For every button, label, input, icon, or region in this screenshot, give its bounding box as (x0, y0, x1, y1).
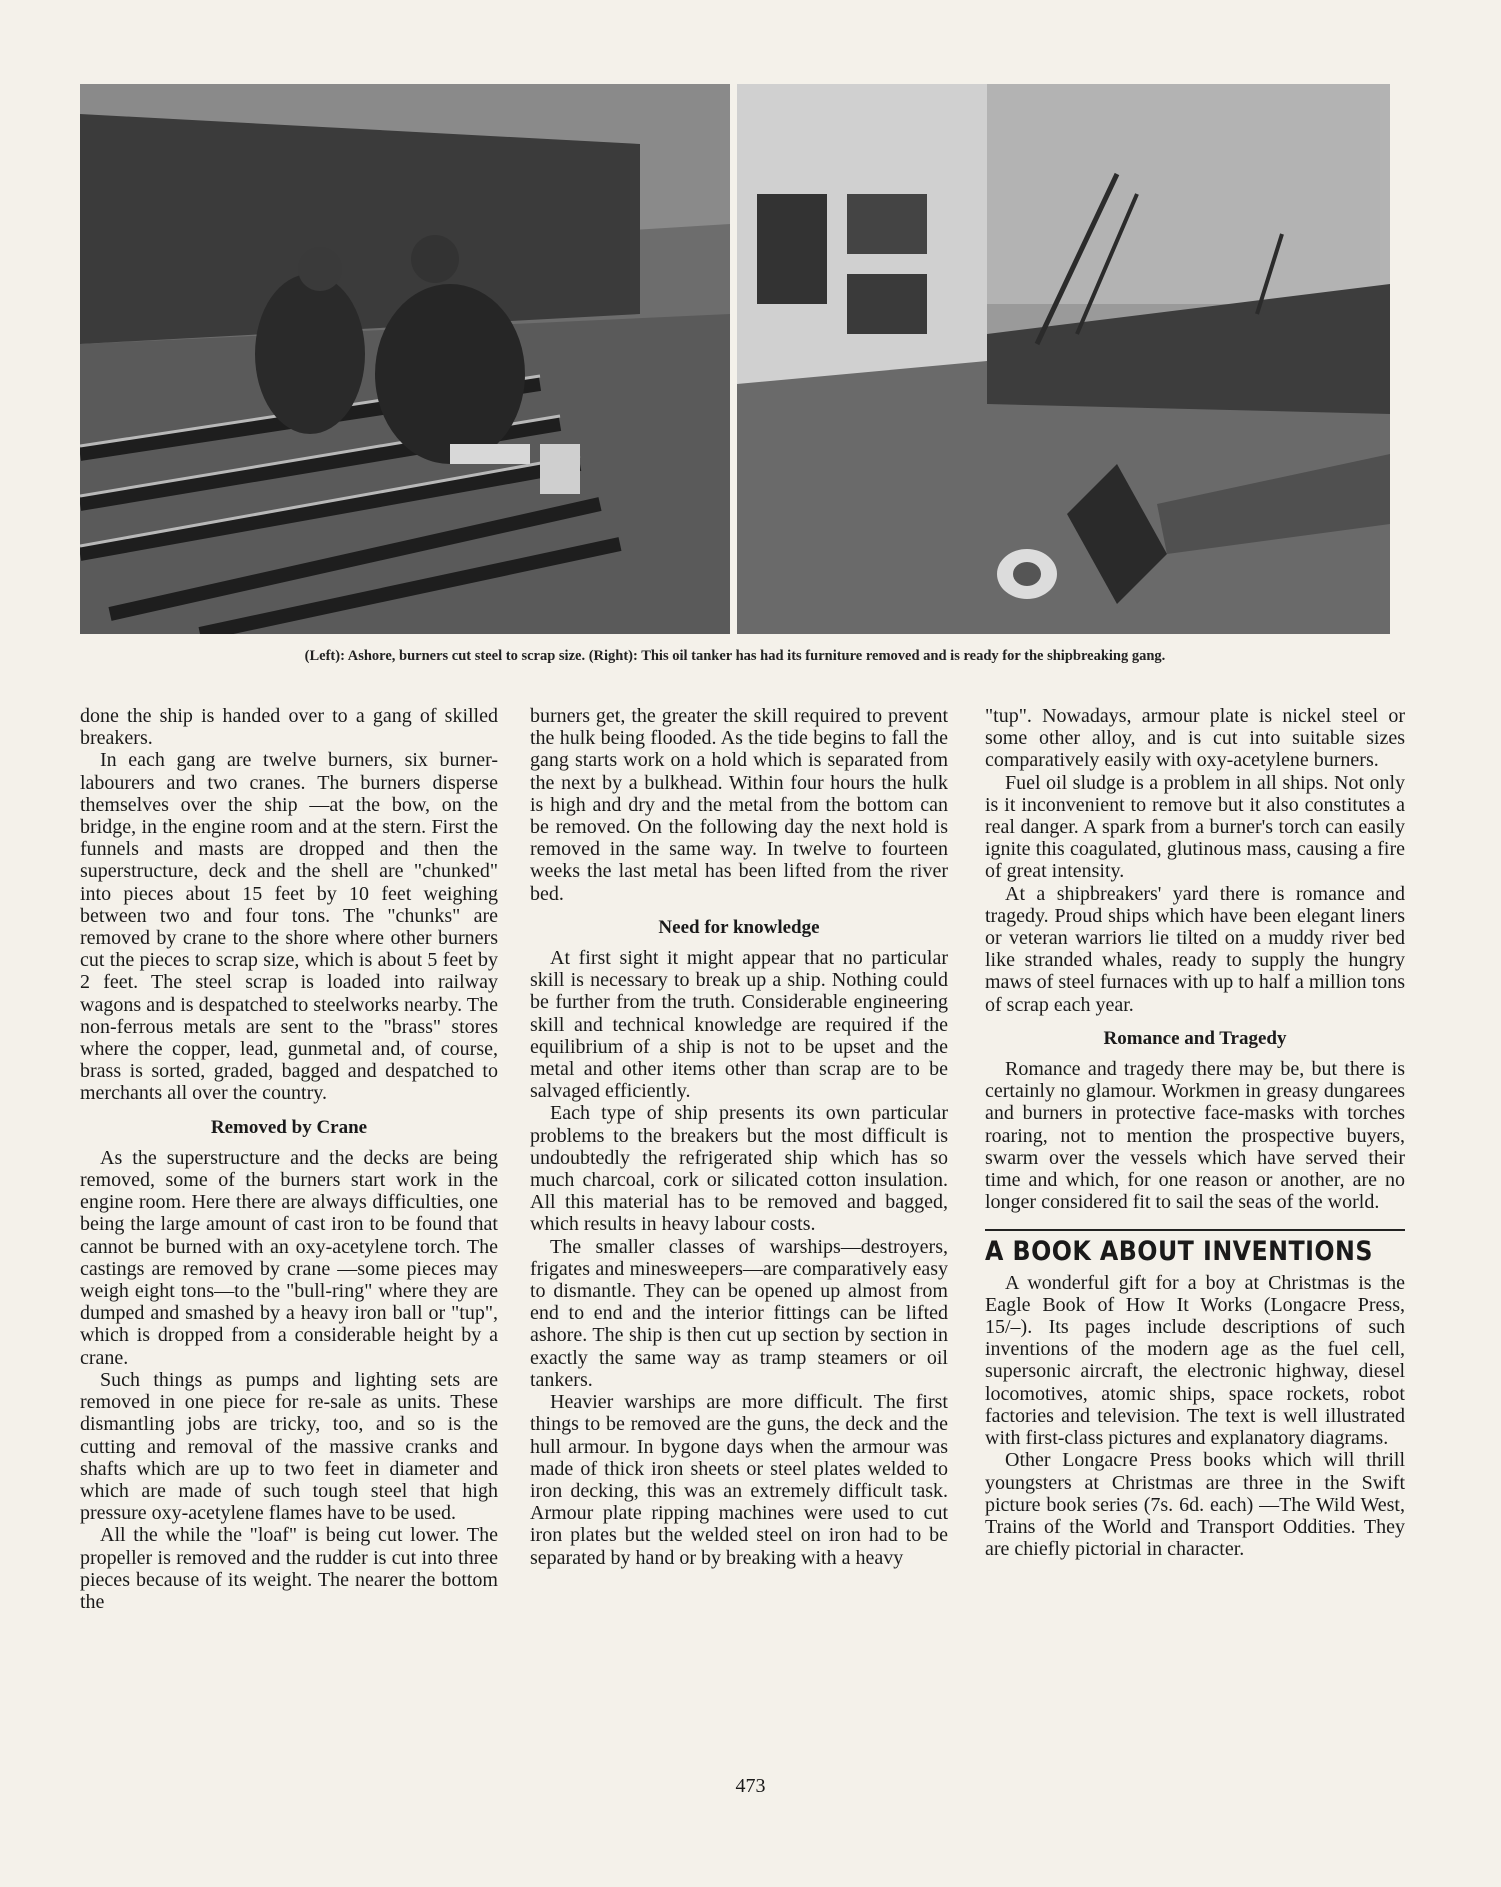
paragraph: At first sight it might appear that no particular skill is necessary to break up a ship. Nothing could be further from the truth. Considerable engineering skill and technical knowledge are required if the equilibrium of a ship is not to be upset and the metal and other items other than scrap are to be salvaged efficiently. (530, 947, 948, 1103)
photo-strip (80, 84, 1390, 634)
section-divider (985, 1229, 1405, 1231)
column-3 (985, 705, 1405, 1560)
subheading-removed-by-crane: Removed by Crane (210, 1116, 368, 1138)
paragraph: As the superstructure and the decks are being removed, some of the burners start work in the engine room. Here there are always difficulties, one being the large amount of cast iron to be found that cannot be burned with an oxy-acetylene torch. The castings are removed by crane —some pieces may weigh eight tons—to the "bull-ring" where they are dumped and smashed by a heavy iron ball or "tup", which is dropped from a considerable height by a crane. (80, 1146, 498, 1369)
paragraph: Each type of ship presents its own particular problems to the breakers but the most difficult is undoubtedly the refrigerated ship which has so much charcoal, cork or silicated cotton insulation. All this material has to be removed and bagged, which results in heavy labour costs. (530, 1102, 948, 1236)
column-2 (530, 705, 948, 1569)
paragraph: All the while the "loaf" is being cut lower. The propeller is removed and the rudder is cut into three pieces because of its weight. The nearer the bottom the (80, 1524, 498, 1613)
column-1 (80, 705, 498, 1613)
photo-oil-tanker-deck (737, 84, 1390, 634)
photo-burners-cutting-steel (80, 84, 730, 634)
paragraph: Such things as pumps and lighting sets are removed in one piece for re-sale as units. These dismantling jobs are tricky, too, and so is the cutting and removal of the massive cranks and shafts which are up to two feet in diameter and which are made of such tough steel that high pressure oxy-acetylene flames have to be used. (80, 1368, 498, 1525)
paragraph: The smaller classes of warships—destroyers, frigates and minesweepers—are comparatively easy to dismantle. They can be opened up almost from end to end and the interior fittings can be lifted ashore. The ship is then cut up section by section in exactly the same way as tramp steamers or oil tankers. (530, 1235, 948, 1391)
paragraph: At a shipbreakers' yard there is romance and tragedy. Proud ships which have been elegant liners or veteran warriors lie tilted on a muddy river bed like stranded whales, ready to supply the hungry maws of steel furnaces with up to half a million tons of scrap each year. (985, 882, 1405, 1016)
subheading-romance-and-tragedy: Romance and Tragedy (1103, 1027, 1287, 1049)
paragraph: Romance and tragedy there may be, but there is certainly no glamour. Workmen in greasy dungarees and burners in protective face-masks with torches roaring, not to mention the prospective buyers, swarm over the vessels which have served their time and which, for one reason or another, are no longer considered fit to sail the seas of the world. (985, 1058, 1405, 1214)
paragraph: In each gang are twelve burners, six burner-labourers and two cranes. The burners disperse themselves over the ship —at the bow, on the bridge, in the engine room and at the stern. First the funnels and masts are dropped and then the superstructure, deck and the shell are "chunked" into pieces about 15 feet by 10 feet weighing between two and four tons. The "chunks" are removed by crane to the shore where other burners cut the pieces to scrap size, which is about 5 feet by 2 feet. The steel scrap is loaded into railway wagons and is despatched to steelworks nearby. The non-ferrous metals are sent to the "brass" stores where the copper, lead, gunmetal and, of course, brass is sorted, graded, bagged and despatched to merchants all over the country. (80, 749, 498, 1105)
paragraph: done the ship is handed over to a gang of skilled breakers. (80, 705, 498, 750)
paragraph: Fuel oil sludge is a problem in all ships. Not only is it inconvenient to remove but it also constitutes a real danger. A spark from a burner's torch can easily ignite this coagulated, glutinous mass, causing a fire of great intensity. (985, 771, 1405, 883)
section-heading-book-about-inventions: A BOOK ABOUT INVENTIONS (985, 1236, 1373, 1268)
page-number: 473 (735, 1775, 766, 1797)
photo-caption: (Left): Ashore, burners cut steel to scrap size. (Right): This oil tanker has had its furniture removed and is ready for the shipbreaking gang. (304, 648, 1166, 664)
paragraph: "tup". Nowadays, armour plate is nickel steel or some other alloy, and is cut into suitable sizes comparatively easily with oxy-acetylene burners. (985, 705, 1405, 772)
paragraph: A wonderful gift for a boy at Christmas is the Eagle Book of How It Works (Longacre Press, 15/–). Its pages include descriptions of such inventions of the modern age as the fuel cell, supersonic aircraft, the electronic highway, diesel locomotives, atomic ships, space rockets, robot factories and television. The text is well illustrated with first-class pictures and explanatory diagrams. (985, 1271, 1405, 1450)
subheading-need-for-knowledge: Need for knowledge (658, 916, 820, 938)
paragraph: burners get, the greater the skill required to prevent the hulk being flooded. As the tide begins to fall the gang starts work on a hold which is separated from the next by a bulkhead. Within four hours the hulk is high and dry and the metal from the bottom can be removed. On the following day the next hold is removed in the same way. In twelve to fourteen weeks the last metal has been lifted from the river bed. (530, 705, 948, 905)
paragraph: Other Longacre Press books which will thrill youngsters at Christmas are three in the Swift picture book series (7s. 6d. each) —The Wild West, Trains of the World and Transport Oddities. They are chiefly pictorial in character. (985, 1449, 1405, 1561)
paragraph: Heavier warships are more difficult. The first things to be removed are the guns, the deck and the hull armour. In bygone days when the armour was made of thick iron sheets or steel plates welded to iron decking, this was an extremely difficult task. Armour plate ripping machines were used to cut iron plates but the welded steel on iron had to be separated by hand or by breaking with a heavy (530, 1391, 948, 1569)
